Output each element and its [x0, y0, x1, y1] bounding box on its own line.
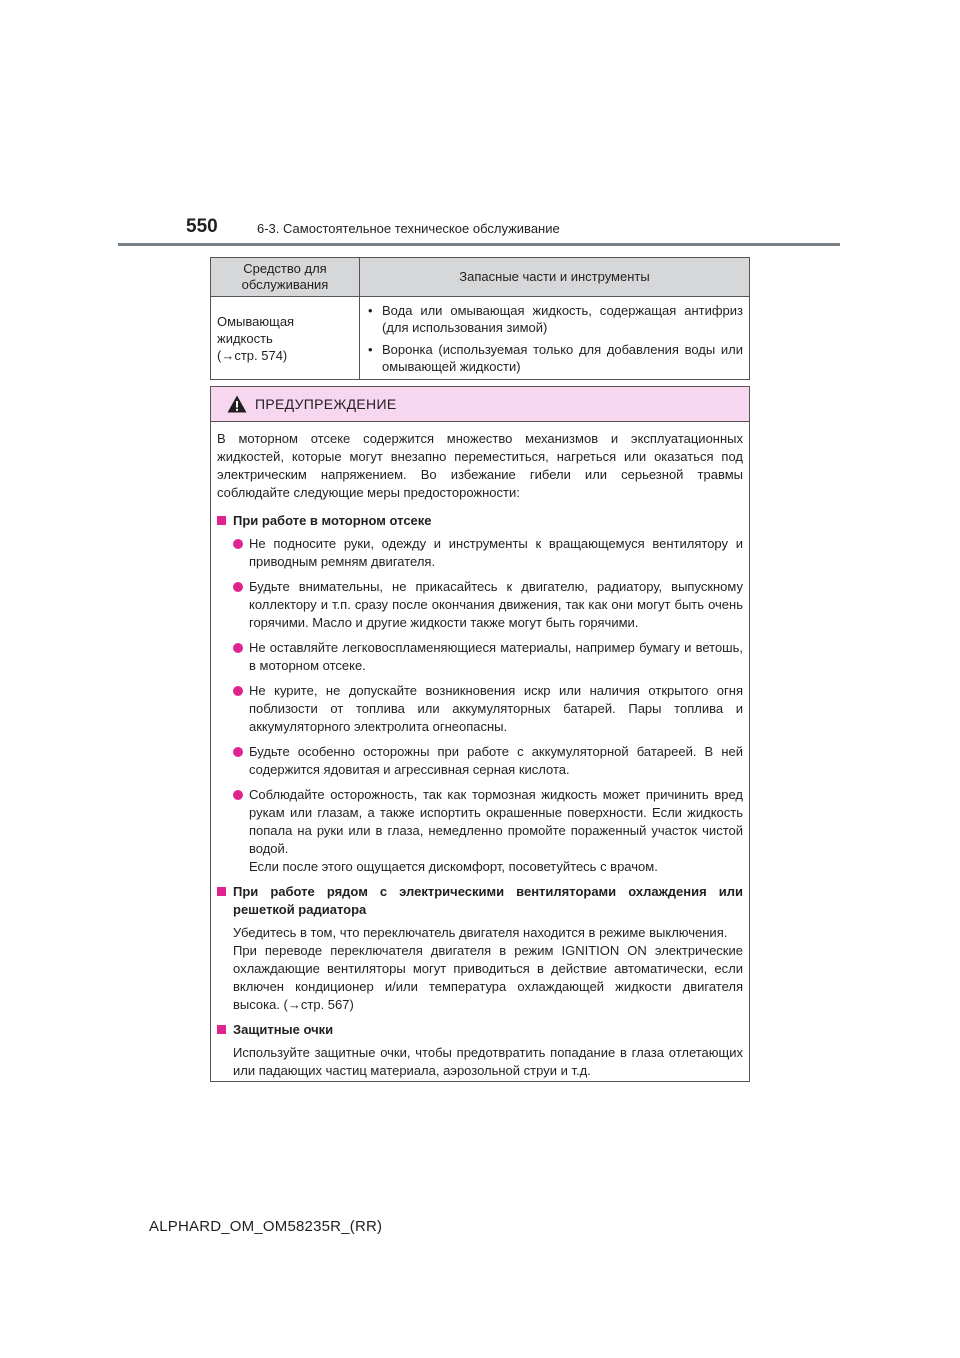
list-item: Будьте внимательны, не прикасайтесь к двигателю, радиатору, выпускному коллектору и т.п. сразу после окончания движения, так как они могут быть очень горячими. Масло и другие жидкости также могут быть горячими. — [233, 578, 743, 632]
list-item: • Воронка (используемая только для добавления воды или омывающей жидкости) — [366, 341, 743, 375]
table-row — [211, 297, 750, 380]
warning-title: ПРЕДУПРЕЖДЕНИЕ — [255, 396, 397, 412]
warning-triangle-icon — [227, 395, 247, 413]
list-item: Будьте особенно осторожны при работе с аккумуляторной батареей. В ней содержится ядовитая и агрессивная серная кислота. — [233, 743, 743, 779]
list-item: • Вода или омывающая жидкость, содержащая антифриз (для использования зимой) — [366, 302, 743, 336]
paragraph: Убедитесь в том, что переключатель двигателя находится в режиме выключения. — [233, 925, 728, 940]
footer-code: ALPHARD_OM_OM58235R_(RR) — [149, 1218, 383, 1235]
list-item: Не оставляйте легковоспламеняющиеся материалы, например бумагу и ветошь, в моторном отсеке. — [233, 639, 743, 675]
table-header-row — [211, 258, 750, 297]
warning-box — [210, 386, 750, 1082]
warning-intro: В моторном отсеке содержится множество механизмов и эксплуатационных жидкостей, которые могут внезапно переместиться, нагреться или оказаться под электрическим напряжением. Во избежание гибели или серьезной травмы соблюдайте следующие меры предосторожности: — [217, 431, 743, 500]
pink-dot-icon — [233, 686, 243, 696]
page-reference: (→стр. 574) — [217, 348, 288, 363]
pink-square-icon — [217, 1025, 226, 1034]
warning-body — [211, 422, 749, 1080]
section-title: 6-3. Самостоятельное техническое обслуживание — [257, 221, 560, 236]
section-heading-fans: При работе рядом с электрическими вентиляторами охлаждения или решеткой радиатора — [217, 883, 743, 919]
section-heading-engine: При работе в моторном отсеке — [217, 512, 743, 530]
item-name: Омывающая жидкость — [217, 314, 295, 346]
table-header-item: Средство для обслуживания — [211, 258, 360, 297]
list-item: Соблюдайте осторожность, так как тормозная жидкость может причинить вред рукам или глазам, а также испортить окрашенные поверхности. Если жидкость попала на руки или в глаза, немедленно промойте пораженный участок чистой водой. Если после этого ощущается дискомфорт, посоветуйтесь с врачом. — [233, 786, 743, 876]
section-heading-goggles: Защитные очки — [217, 1021, 743, 1039]
warning-header — [211, 387, 749, 422]
maintenance-table — [210, 257, 750, 380]
paragraph: Используйте защитные очки, чтобы предотвратить попадание в глаза отлетающих или падающих частиц материала, аэрозольной струи и т.д. — [233, 1045, 743, 1078]
pink-dot-icon — [233, 539, 243, 549]
goggles-text — [217, 1044, 743, 1080]
table-cell-item — [211, 297, 360, 380]
pink-dot-icon — [233, 582, 243, 592]
fans-text — [217, 924, 743, 1014]
pink-dot-icon — [233, 790, 243, 800]
table-header-tools: Запасные части и инструменты — [360, 258, 750, 297]
list-item: Не подносите руки, одежду и инструменты к вращающемуся вентилятору и приводным ремням двигателя. — [233, 535, 743, 571]
paragraph: При переводе переключателя двигателя в режим IGNITION ON электрические охлаждающие вентиляторы могут приводиться в действие автоматически, если включен кондиционер и/или температура охлаждающей жидкости двигателя высока. (→стр. 567) — [233, 943, 743, 1012]
pink-dot-icon — [233, 747, 243, 757]
pink-square-icon — [217, 516, 226, 525]
engine-bullets — [233, 535, 743, 876]
page-number: 550 — [186, 216, 218, 237]
pink-square-icon — [217, 887, 226, 896]
tools-list — [366, 302, 743, 375]
header-rule — [118, 243, 840, 246]
table-cell-tools — [360, 297, 750, 380]
list-item: Не курите, не допускайте возникновения искр или наличия открытого огня поблизости от топлива или аккумуляторных батарей. Пары топлива и аккумуляторного электролита огнеопасны. — [233, 682, 743, 736]
pink-dot-icon — [233, 643, 243, 653]
